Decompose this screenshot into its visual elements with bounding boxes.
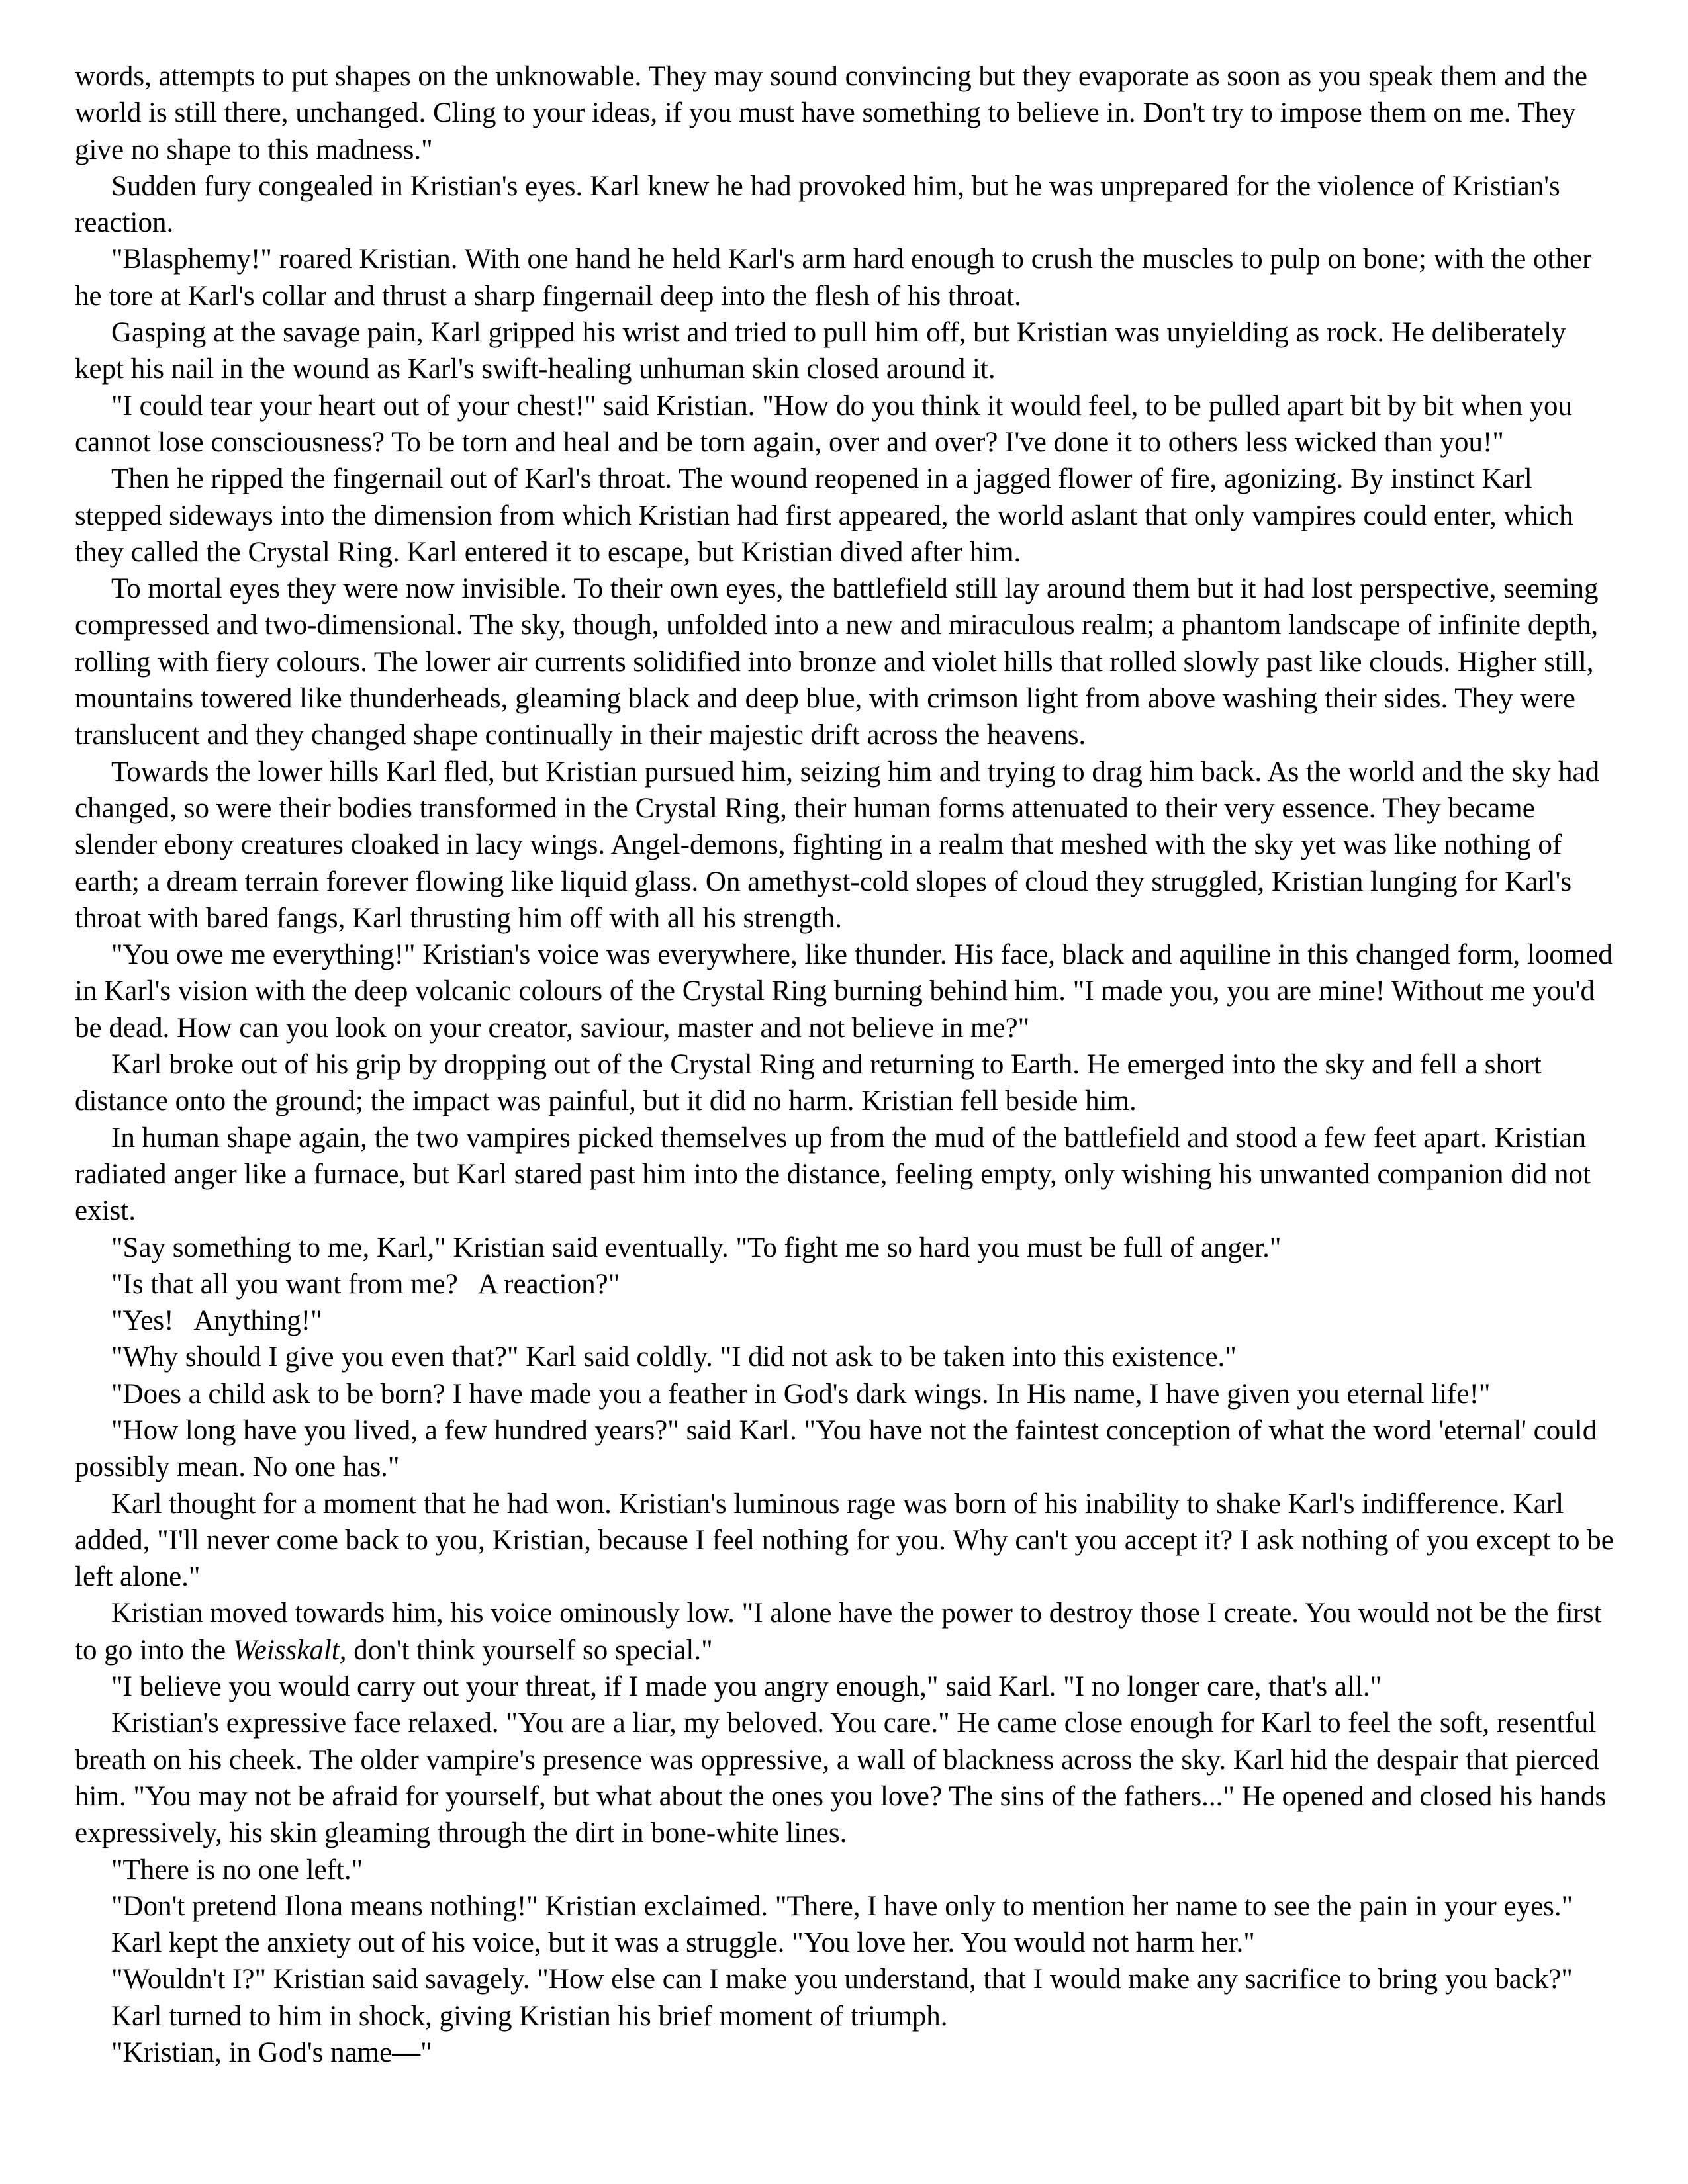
paragraph: "You owe me everything!" Kristian's voice was everywhere, like thunder. His face, black and aquiline in this changed form, loomed in Karl's vision with the deep volcanic colours of the Crystal Ring burning behind him. "I made you, you are mine! Without me you'd be dead. How can you look on your creator, saviour, master and not believe in me?" <box>75 939 1613 1044</box>
paragraph: Karl thought for a moment that he had won. Kristian's luminous rage was born of his inability to shake Karl's indifference. Karl added, "I'll never come back to you, Kristian, because I feel nothing for you. Why can't you accept it? I ask nothing of you except to be left alone." <box>75 1488 1614 1593</box>
paragraph-text: don't think yourself so special." <box>346 1634 713 1666</box>
paragraph: Sudden fury congealed in Kristian's eyes. Karl knew he had provoked him, but he was unprepared for the violence of Kristian's reaction. <box>75 170 1560 239</box>
paragraph: "Does a child ask to be born? I have made you a feather in God's dark wings. In His name, I have given you eternal life!" <box>111 1378 1491 1410</box>
paragraph <box>75 1595 1617 1668</box>
paragraph: Towards the lower hills Karl fled, but Kristian pursued him, seizing him and trying to drag him back. As the world and the sky had changed, so were their bodies transformed in the Crystal Ring, their human forms attenuated to their very essence. They became slender ebony creatures cloaked in lacy wings. Angel-demons, fighting in a realm that meshed with the sky yet was like nothing of earth; a dream terrain forever flowing like liquid glass. On amethyst-cold slopes of cloud they struggled, Kristian lunging for Karl's throat with bared fangs, Karl thrusting him off with all his strength. <box>75 756 1600 934</box>
paragraph: "Yes! Anything!" <box>111 1305 322 1337</box>
paragraph: "Don't pretend Ilona means nothing!" Kristian exclaimed. "There, I have only to mention her name to see the pain in your eyes." <box>111 1890 1573 1922</box>
paragraph: "Say something to me, Karl," Kristian said eventually. "To fight me so hard you must be full of anger." <box>111 1232 1282 1263</box>
paragraph: "Wouldn't I?" Kristian said savagely. "How else can I make you understand, that I would make any sacrifice to bring you back?" <box>111 1964 1573 1995</box>
paragraph: words, attempts to put shapes on the unknowable. They may sound convincing but they evaporate as soon as you speak them and the world is still there, unchanged. Cling to your ideas, if you must have something to believe in. Don't try to impose them on me. They give no shape to this madness." <box>75 61 1587 165</box>
paragraph: "I could tear your heart out of your chest!" said Kristian. "How do you think it would feel, to be pulled apart bit by bit when you cannot lose consciousness? To be torn and heal and be torn again, over and over? I've done it to others less wicked than you!" <box>75 390 1572 458</box>
paragraph-text: Kristian moved towards him, his voice ominously low. "I alone have the power to destroy those I create. You would not be the first to go into the <box>75 1598 1602 1666</box>
paragraph: "Is that all you want from me? A reaction?" <box>111 1268 620 1300</box>
paragraph: "Why should I give you even that?" Karl said coldly. "I did not ask to be taken into this existence." <box>111 1342 1237 1373</box>
paragraph: Karl kept the anxiety out of his voice, but it was a struggle. "You love her. You would not harm her." <box>111 1927 1255 1959</box>
paragraph: "How long have you lived, a few hundred years?" said Karl. "You have not the faintest conception of what the word 'eternal' could possibly mean. No one has." <box>75 1414 1597 1483</box>
paragraph: Kristian's expressive face relaxed. "You are a liar, my beloved. You care." He came close enough for Karl to feel the soft, resentful breath on his cheek. The older vampire's presence was oppressive, a wall of blackness across the sky. Karl hid the despair that pierced him. "You may not be afraid for yourself, but what about the ones you love? The sins of the fathers..." He opened and closed his hands expressively, his skin gleaming through the dirt in bone-white lines. <box>75 1707 1607 1849</box>
paragraph: Karl broke out of his grip by dropping out of the Crystal Ring and returning to Earth. He emerged into the sky and fell a short distance onto the ground; the impact was painful, but it did no harm. Kristian fell beside him. <box>75 1049 1542 1117</box>
paragraph: To mortal eyes they were now invisible. To their own eyes, the battlefield still lay around them but it had lost perspective, seeming compressed and two-dimensional. The sky, though, unfolded into a new and miraculous realm; a phantom landscape of infinite depth, rolling with fiery colours. The lower air currents solidified into bronze and violet hills that rolled slowly past like clouds. Higher still, mountains towered like thunderheads, gleaming black and deep blue, with crimson light from above washing their sides. They were translucent and they changed shape continually in their majestic drift across the heavens. <box>75 573 1599 751</box>
paragraph: "Kristian, in God's name—" <box>111 2037 432 2069</box>
paragraph: In human shape again, the two vampires picked themselves up from the mud of the battlefield and stood a few feet apart. Kristian radiated anger like a furnace, but Karl stared past him into the distance, feeling empty, only wishing his unwanted companion did not exist. <box>75 1122 1591 1227</box>
page-text <box>75 58 1617 2071</box>
paragraph: "I believe you would carry out your threat, if I made you angry enough," said Karl. "I no longer care, that's all." <box>111 1671 1382 1703</box>
paragraph: Karl turned to him in shock, giving Kristian his brief moment of triumph. <box>111 2000 948 2032</box>
paragraph: Gasping at the savage pain, Karl gripped his wrist and tried to pull him off, but Kristian was unyielding as rock. He deliberately kept his nail in the wound as Karl's swift-healing unhuman skin closed around it. <box>75 317 1566 385</box>
paragraph: "There is no one left." <box>111 1854 363 1886</box>
italic-word: Weisskalt, <box>232 1634 347 1666</box>
paragraph: "Blasphemy!" roared Kristian. With one hand he held Karl's arm hard enough to crush the muscles to pulp on bone; with the other he tore at Karl's collar and thrust a sharp fingernail deep into the flesh of his throat. <box>75 244 1592 312</box>
paragraph: Then he ripped the fingernail out of Karl's throat. The wound reopened in a jagged flower of fire, agonizing. By instinct Karl stepped sideways into the dimension from which Kristian had first appeared, the world aslant that only vampires could enter, which they called the Crystal Ring. Karl entered it to escape, but Kristian dived after him. <box>75 463 1573 568</box>
